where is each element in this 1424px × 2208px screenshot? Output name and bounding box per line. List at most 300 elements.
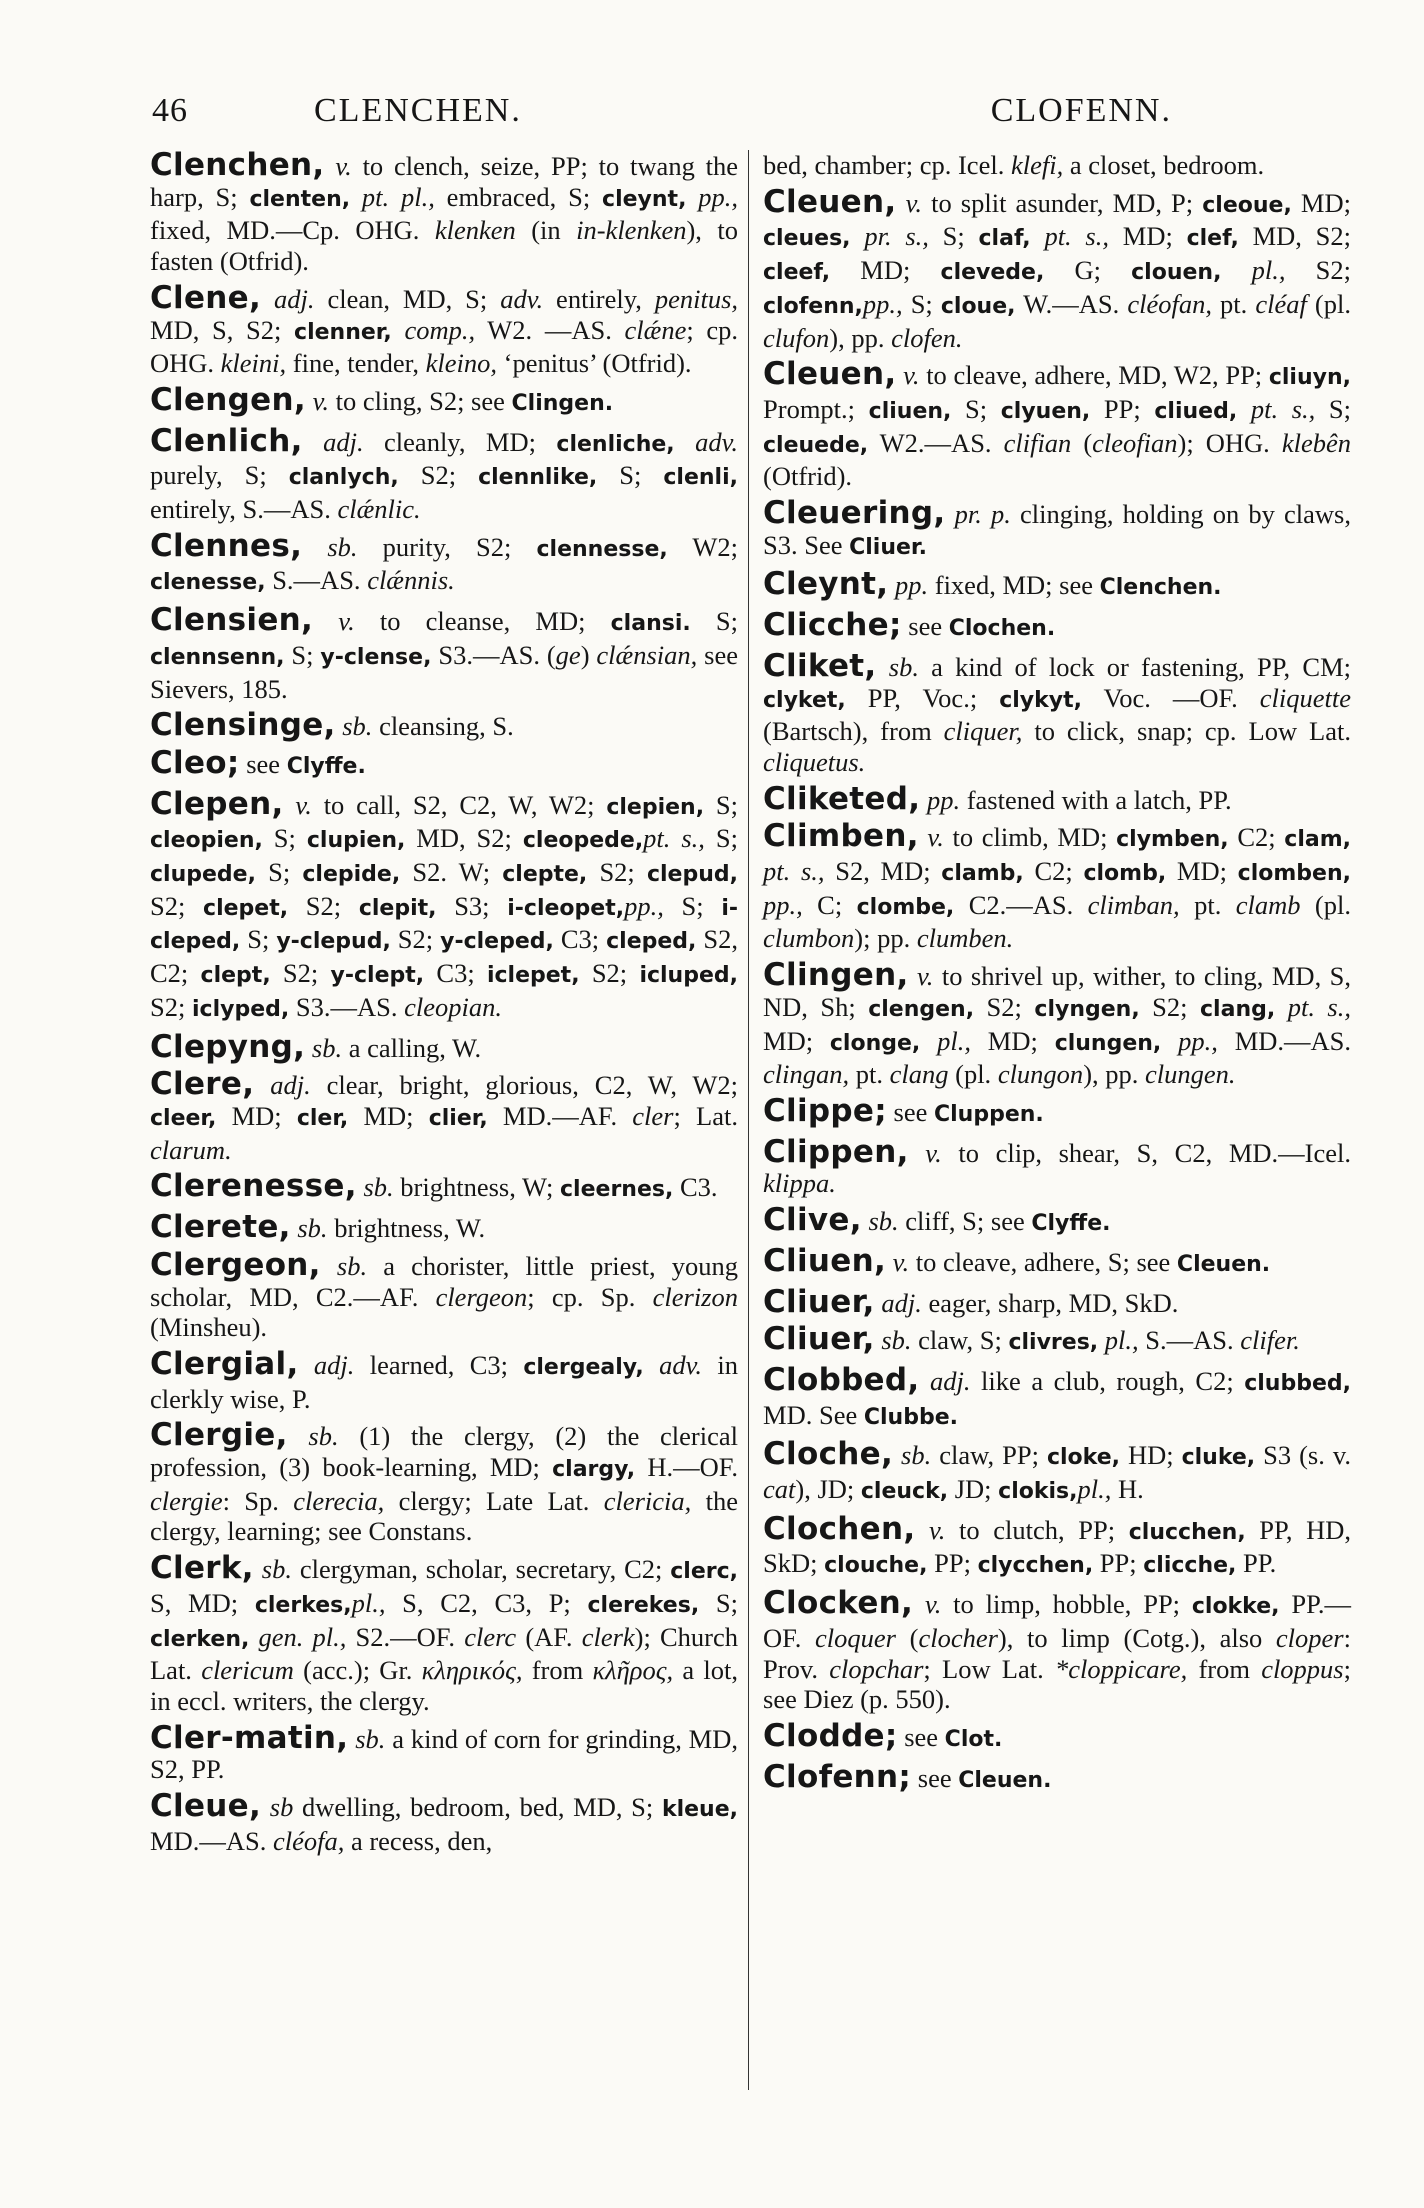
entry-text [392, 315, 405, 345]
entry-text: a calling, W. [342, 1032, 482, 1063]
headword: Cloche, [763, 1436, 894, 1473]
entry-text: entirely, S.—AS. [150, 494, 338, 525]
variant-form: clupien, [306, 828, 406, 854]
entry-text: ), to fasten (Otfrid). [150, 215, 738, 277]
headword: Cliuer, [763, 1283, 875, 1320]
headword: Cleuering, [763, 495, 946, 532]
italic-text: cat [763, 1474, 796, 1505]
entry-text: S2; [390, 924, 441, 955]
entry-text: see [239, 748, 287, 779]
variant-form: cleernes, [560, 1177, 674, 1203]
italic-text: penitus, [654, 283, 739, 314]
italic-text: κλῆρος, [592, 1655, 674, 1686]
entry-text [915, 1515, 929, 1545]
headword: Clepen, [150, 785, 284, 822]
entry-text: (pl. [1306, 288, 1351, 319]
headword: Clergeon, [150, 1246, 321, 1283]
entry-text: ( [895, 1622, 919, 1653]
variant-form: i-cleped, [150, 895, 738, 955]
italic-text: pp., [862, 288, 903, 319]
entry-text: (in [515, 215, 577, 246]
entry-text: S2. W; [400, 857, 503, 888]
entry-text: fixed, MD; see [928, 570, 1100, 601]
variant-form: cliuen, [868, 398, 952, 424]
headword: Clippen, [763, 1133, 909, 1170]
dictionary-entry [150, 1550, 739, 1717]
italic-text: adj. [930, 1365, 971, 1396]
italic-text: clifian [1003, 427, 1072, 458]
italic-text: clungen. [1145, 1059, 1236, 1090]
entry-text: S.—AS. [265, 565, 368, 596]
italic-text: pp., [1178, 1025, 1218, 1056]
entry-text: claw, PP; [931, 1440, 1047, 1471]
entry-text [350, 182, 362, 212]
variant-form: clepit, [358, 895, 437, 921]
italic-text: cleopian. [404, 991, 502, 1022]
entry-text: S2; [579, 958, 640, 989]
entry-text: ( [1071, 427, 1093, 458]
variant-form: y-clept, [330, 963, 425, 989]
italic-text: cleofian [1092, 427, 1178, 458]
variant-form: clerken, [150, 1626, 250, 1652]
entry-text: H.—OF. [635, 1452, 738, 1483]
entry-text: cleanly, MD; [363, 426, 557, 457]
entry-text [945, 499, 954, 529]
dictionary-entry [763, 1202, 1351, 1240]
entry-text [888, 570, 895, 600]
headword: Clochen, [763, 1510, 916, 1547]
entry-text: C2; [1023, 856, 1084, 887]
entry-text: PP, HD, SkD; [763, 1514, 1351, 1579]
italic-text: clǽne [624, 314, 687, 345]
entry-text: S3 (s. v. [1255, 1440, 1351, 1471]
entry-text: MD; [1109, 221, 1187, 252]
variant-form: cleped, [606, 929, 697, 955]
entry-text: brightness, W. [327, 1213, 486, 1244]
italic-text: v. [338, 606, 355, 637]
variant-form: clenli, [663, 465, 738, 491]
entry-text: (AF. [516, 1621, 582, 1652]
entry-text: MD; [1166, 856, 1238, 887]
entry-text: S; [1315, 393, 1351, 424]
entry-text: to cling, S2; see [328, 385, 512, 416]
entry-text [909, 1138, 926, 1168]
italic-text: v. [905, 187, 922, 218]
variant-form: clonge, [829, 1030, 921, 1056]
variant-form: Clyffe. [286, 753, 366, 779]
variant-form: y-clepud, [276, 929, 391, 955]
left-running-head: CLENCHEN. [314, 92, 522, 129]
entry-text [1275, 992, 1287, 1022]
entry-text: S2; [288, 890, 359, 921]
entry-text: Prompt.; [763, 393, 869, 424]
variant-form: clymben, [1116, 827, 1229, 853]
variant-form: iclyped, [191, 996, 290, 1022]
entry-text: to split asunder, MD, P; [921, 187, 1203, 218]
italic-text: cloppus [1261, 1653, 1344, 1684]
dictionary-entry [150, 1345, 738, 1414]
italic-text: clarum. [150, 1134, 232, 1165]
entry-text: fixed, MD.—Cp. OHG. [150, 215, 435, 246]
entry-text: S3.—AS. [289, 991, 405, 1022]
entry-text: the clergy, learning; see Constans. [150, 1485, 739, 1547]
variant-form: clouche, [824, 1553, 928, 1579]
variant-form: cler, [296, 1105, 349, 1131]
italic-text: pr. p. [954, 499, 1011, 530]
headword: Clensien, [150, 602, 314, 639]
italic-text: sb. [327, 531, 358, 562]
italic-text: clergie [150, 1485, 223, 1516]
entry-text: MD, S2; [405, 823, 523, 854]
entry-text: ), JD; [795, 1474, 861, 1505]
entry-text: MD, S, S2; [150, 314, 295, 345]
entry-text: PP. [1236, 1548, 1277, 1579]
variant-form: cluke, [1181, 1445, 1256, 1471]
variant-form: Clochen. [948, 616, 1056, 642]
italic-text: kleini, [220, 348, 287, 379]
entry-text: C2; [1228, 822, 1285, 853]
entry-text [1031, 221, 1045, 251]
headword: Cleo; [150, 744, 240, 781]
entry-text: (pl. [1300, 889, 1351, 920]
entry-text: embraced, S; [434, 181, 603, 212]
entry-text: MD.—AS. [150, 1825, 273, 1856]
entry-text: ), to limp (Cotg.), also [997, 1622, 1276, 1653]
variant-form: clier, [428, 1105, 488, 1131]
variant-form: clomben, [1237, 861, 1351, 887]
italic-text: klippa. [763, 1168, 836, 1199]
variant-form: clamb, [941, 861, 1024, 887]
entry-text: S2, C2; [150, 924, 738, 989]
entry-text: see [911, 1762, 959, 1793]
entry-text: ); pp. [854, 923, 917, 954]
page-number: 46 [152, 92, 188, 129]
italic-text: clungon [997, 1059, 1084, 1090]
entry-text: ; see Diez (p. 550). [763, 1653, 1351, 1715]
entry-text: a chorister, little priest, young scholar, MD, C2.—AF. [150, 1250, 738, 1312]
entry-text: ); Church Lat. [150, 1621, 739, 1686]
entry-text: ), pp. [1083, 1059, 1146, 1090]
dictionary-entry [763, 1321, 1351, 1359]
entry-text: : Prov. [763, 1622, 1351, 1684]
entry-text: (1) the clergy, (2) the clerical profession, (3) book-learning, MD; [150, 1421, 738, 1483]
dictionary-entry [150, 1028, 738, 1065]
entry-text: MD; [970, 1025, 1055, 1056]
italic-text: pt. s., [1044, 221, 1109, 252]
entry-text [261, 1792, 270, 1822]
headword: Clive, [763, 1202, 862, 1239]
italic-text: gen. pl., [258, 1621, 347, 1652]
italic-text: pl., [351, 1587, 386, 1618]
dictionary-entry [763, 1283, 1351, 1320]
dictionary-entry [150, 381, 738, 420]
variant-form: clokke, [1191, 1594, 1280, 1620]
entry-text: S2; [974, 991, 1035, 1022]
italic-text: sb. [261, 1554, 292, 1585]
entry-text: (pl. [948, 1059, 998, 1090]
entry-text: to click, snap; cp. Low Lat. [1022, 716, 1351, 747]
entry-text: S; [928, 221, 979, 252]
headword: Cliuen, [763, 1242, 887, 1279]
italic-text: *cloppicare, [1054, 1653, 1188, 1684]
italic-text: pl., [1104, 1325, 1139, 1356]
italic-text: clericum [201, 1655, 294, 1686]
entry-text [909, 961, 917, 991]
dictionary-entry [763, 150, 1351, 181]
italic-text: klefi, [1010, 150, 1064, 180]
italic-text: clocher [918, 1622, 998, 1653]
entry-text [321, 1251, 337, 1281]
italic-text: clingan, [763, 1059, 850, 1090]
headword: Cliket, [763, 647, 877, 684]
variant-form: Cliuer. [849, 534, 928, 560]
entry-text: MD. See [763, 1399, 864, 1430]
italic-text: pt. s., [643, 823, 705, 854]
variant-form: cliued, [1154, 398, 1238, 424]
entry-text [313, 606, 338, 636]
entry-text: PP; [1093, 1548, 1144, 1579]
entry-text: see Sievers, 185. [150, 639, 738, 704]
entry-text: ), pp. [829, 322, 892, 353]
headword: Clennes, [150, 527, 303, 564]
italic-text: sb. [308, 1421, 339, 1452]
dictionary-entry [763, 1758, 1351, 1797]
italic-text: clerk [581, 1621, 635, 1652]
italic-text: cloper [1275, 1622, 1344, 1653]
entry-text: to call, S2, C2, W, W2; [311, 789, 607, 820]
headword: Cleue, [150, 1788, 262, 1825]
entry-text: to clutch, PP; [945, 1514, 1129, 1545]
entry-text: to shrivel up, wither, to cling, MD, S, ND, Sh; [763, 961, 1352, 1022]
variant-form: clevede, [940, 260, 1045, 286]
entry-text: ); OHG. [1177, 427, 1282, 458]
entry-text [893, 1440, 901, 1470]
dictionary-entry [150, 147, 739, 277]
italic-text: clǽnsian, [596, 639, 698, 670]
headword: Clobbed, [763, 1361, 920, 1398]
entry-text: W2. —AS. [475, 314, 625, 345]
variant-form: clyket, [763, 687, 846, 713]
variant-form: clicche, [1143, 1553, 1237, 1579]
dictionary-entry [763, 818, 1351, 954]
dictionary-entry [763, 566, 1351, 604]
headword: Clerete, [150, 1209, 291, 1246]
entry-text: PP; [1090, 393, 1155, 424]
entry-text [851, 221, 865, 251]
entry-text [1221, 255, 1251, 285]
entry-text: PP, Voc.; [845, 682, 1000, 713]
entry-text: learned, C3; [354, 1349, 524, 1380]
entry-text: to climb, MD; [943, 822, 1117, 853]
entry-text: S2; [1139, 991, 1201, 1022]
entry-text: see [897, 1721, 945, 1752]
variant-form: cliuyn, [1268, 365, 1351, 391]
variant-form: Clenchen. [1099, 575, 1222, 601]
italic-text: climban, [1087, 889, 1180, 920]
variant-form: Clot. [944, 1726, 1003, 1752]
entry-text: S; [597, 460, 664, 491]
entry-text: S2; [150, 991, 192, 1022]
italic-text: adv. [695, 426, 739, 457]
entry-text [306, 386, 313, 416]
entry-text: S2; [150, 890, 204, 921]
italic-text: adj. [881, 1287, 922, 1318]
entry-text: (Bartsch), from [763, 716, 944, 747]
entry-text: a recess, den, [344, 1825, 493, 1856]
entry-text: S; [663, 890, 722, 921]
entry-text: S; [284, 639, 321, 670]
italic-text: clerc [464, 1621, 517, 1652]
entry-text: S; [902, 288, 941, 319]
entry-text: S; [951, 393, 1001, 424]
entry-text: to clip, shear, S, C2, MD.—Icel. [941, 1137, 1352, 1168]
entry-text: S; [699, 1587, 738, 1618]
headword: Cleynt, [763, 566, 889, 603]
variant-form: clepte, [502, 862, 588, 888]
entry-text [644, 1350, 659, 1380]
entry-text [299, 1350, 314, 1380]
dictionary-entry [763, 1242, 1351, 1281]
italic-text: klenken [434, 215, 516, 246]
italic-text: pp., [763, 889, 803, 920]
variant-form: cleuede, [763, 432, 869, 458]
entry-text: fine, tender, [286, 348, 426, 379]
entry-text [254, 1070, 270, 1100]
italic-text: comp., [404, 314, 476, 345]
headword: Cliketed, [763, 780, 921, 817]
entry-text: pt. [1179, 889, 1236, 920]
italic-text: cliquer, [943, 716, 1023, 747]
dictionary-entry [150, 785, 738, 1026]
headword: Clerk, [150, 1550, 254, 1587]
italic-text: sb. [901, 1440, 932, 1471]
variant-form: clennesse, [536, 536, 668, 562]
entry-text [1098, 1325, 1105, 1355]
italic-text: clamb [1235, 889, 1301, 920]
entry-text: JD; [948, 1474, 999, 1505]
entry-text: in clerkly wise, P. [150, 1349, 738, 1414]
headword: Climben, [763, 818, 919, 855]
entry-text: bed, chamber; cp. Icel. [763, 150, 1011, 180]
left-column [150, 147, 739, 1862]
italic-text: adv. [659, 1349, 703, 1380]
italic-text: clufon [763, 322, 830, 353]
italic-text: v. [892, 1246, 910, 1277]
variant-form: cleuck, [860, 1479, 949, 1505]
entry-text: see [886, 1096, 934, 1127]
entry-text: Voc. —OF. [1081, 682, 1260, 713]
variant-form: icluped, [639, 963, 738, 989]
headword: Cler-matin, [150, 1719, 349, 1756]
entry-text [675, 427, 695, 457]
entry-text [303, 427, 323, 457]
italic-text: cléofa, [272, 1825, 345, 1856]
entry-text: ; cp. Sp. [527, 1281, 653, 1312]
variant-form: clennlike, [478, 465, 598, 491]
italic-text: pl., [1077, 1474, 1112, 1505]
variant-form: y-cleped, [440, 929, 554, 955]
entry-text: purely, S; [150, 460, 289, 491]
italic-text: v. [924, 1589, 942, 1620]
entry-text: W.—AS. [1015, 288, 1128, 319]
italic-text: clofen. [891, 322, 963, 353]
variant-form: clargy, [552, 1457, 636, 1483]
variant-form: clivres, [1008, 1330, 1099, 1356]
headword: Cliuer, [763, 1321, 875, 1358]
column-divider [748, 150, 749, 2090]
italic-text: sb. [355, 1723, 386, 1754]
dictionary-entry [763, 957, 1352, 1090]
variant-form: clepud, [646, 862, 738, 888]
headword: Clengen, [150, 381, 306, 418]
variant-form: clang, [1200, 996, 1276, 1022]
dictionary-entry [150, 1066, 738, 1165]
entry-text: to limp, hobble, PP; [941, 1589, 1192, 1620]
italic-text: pt. s., [1287, 991, 1351, 1022]
variant-form: clenliche, [556, 431, 675, 457]
dictionary-entry [150, 1719, 738, 1785]
italic-text: pl., [1251, 255, 1286, 286]
entry-text: to cleanse, MD; [354, 606, 611, 637]
entry-text: S; [704, 789, 738, 820]
entry-text: W2.—AS. [868, 427, 1004, 458]
italic-text: pr. s., [864, 221, 929, 252]
entry-text: to clench, seize, PP; to twang the harp, S; [150, 151, 739, 212]
entry-text: S2; [587, 857, 647, 888]
variant-form: Clingen. [511, 390, 614, 416]
italic-text: adj. [313, 1349, 355, 1380]
italic-text: adj. [323, 426, 364, 457]
italic-text: clergeon [435, 1281, 528, 1312]
variant-form: clenesse, [150, 570, 266, 596]
entry-text [288, 1421, 309, 1451]
dictionary-entry [763, 1717, 1351, 1756]
dictionary-entry [150, 1246, 738, 1343]
page-header [152, 92, 1172, 132]
variant-form: clycchen, [977, 1553, 1094, 1579]
headword: Clippe; [763, 1092, 887, 1129]
entry-text [913, 1589, 925, 1619]
italic-text: clerizon [652, 1281, 738, 1312]
variant-form: cleoue, [1202, 192, 1292, 218]
headword: Cleuen, [763, 356, 897, 393]
entry-text: HD; [1119, 1440, 1182, 1471]
entry-text: PP; [927, 1548, 978, 1579]
variant-form: clungen, [1054, 1030, 1162, 1056]
italic-text: v. [312, 385, 329, 416]
variant-form: clef, [1186, 226, 1239, 252]
entry-text [920, 1026, 937, 1056]
entry-text: G; [1044, 255, 1132, 286]
entry-text: S3; [436, 890, 508, 921]
italic-text: adv. [500, 283, 544, 314]
entry-text: purity, S2; [357, 531, 537, 562]
entry-text: (acc.); Gr. [293, 1655, 422, 1686]
italic-text: clifer. [1240, 1325, 1300, 1356]
dictionary-entry [763, 1133, 1352, 1199]
italic-text: adj. [270, 1070, 311, 1101]
entry-text: S, C2, C3, P; [385, 1587, 588, 1618]
dictionary-entry [150, 279, 739, 379]
entry-text: dwelling, bedroom, bed, MD, S; [293, 1792, 662, 1823]
variant-form: clubbed, [1244, 1370, 1351, 1396]
variant-form: cleynt, [602, 186, 687, 212]
variant-form: y-clense, [320, 644, 432, 670]
italic-text: adj. [274, 283, 315, 314]
entry-text: MD; [830, 255, 941, 286]
headword: Clenlich, [150, 422, 303, 459]
entry-text: S2; [398, 460, 479, 491]
